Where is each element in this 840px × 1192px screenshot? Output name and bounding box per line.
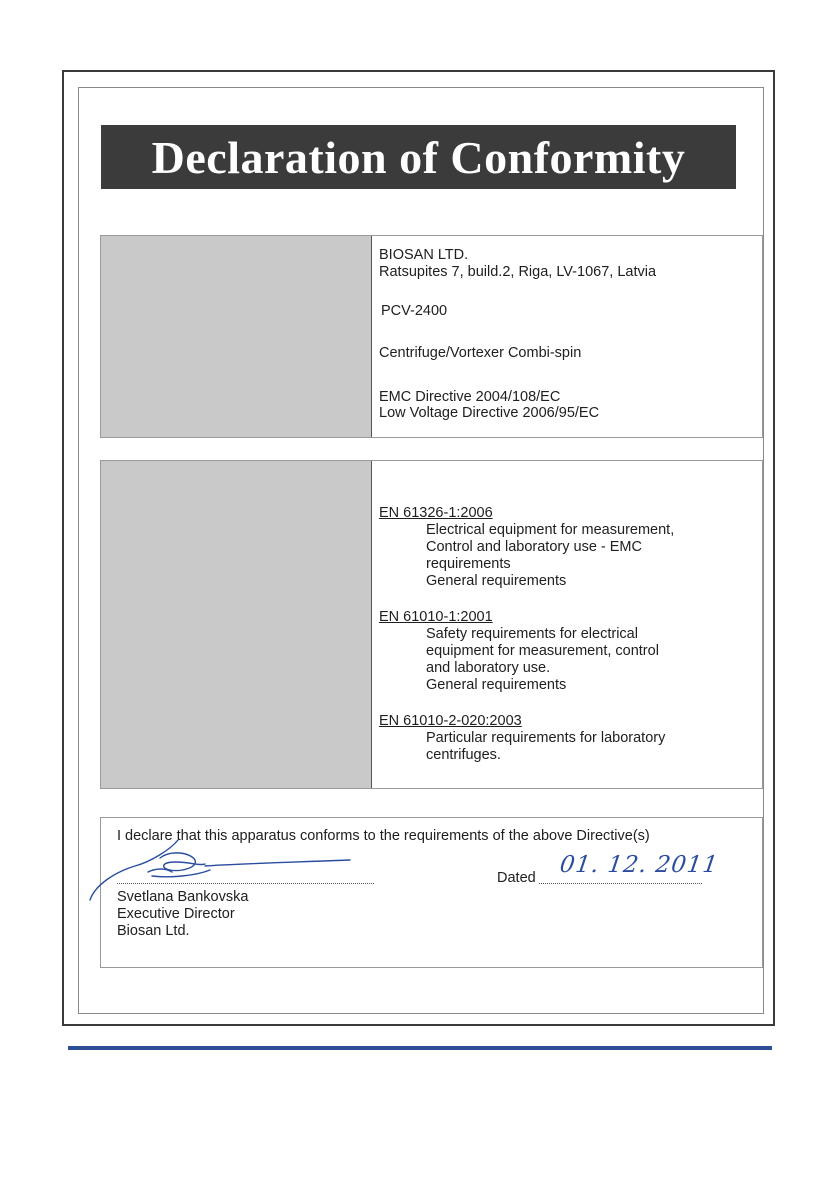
model-number: PCV-2400: [381, 303, 448, 319]
signer-company: Biosan Ltd.: [117, 923, 190, 939]
standard-code: EN 61326-1:2006: [379, 505, 493, 521]
standard-line: General requirements: [426, 573, 567, 589]
standard-line: requirements: [426, 556, 511, 572]
standard-line: Safety requirements for electrical: [426, 626, 638, 642]
standard-line: General requirements: [426, 677, 567, 693]
manufacturer-name: BIOSAN LTD.: [379, 247, 469, 263]
standard-line: centrifuges.: [426, 747, 501, 763]
manufacturer-address: Ratsupites 7, build.2, Riga, LV-1067, Latvia: [379, 264, 657, 280]
declaration-statement: I declare that this apparatus conforms to the requirements of the above Directive(s): [117, 828, 650, 844]
footer-rule: [68, 1046, 772, 1050]
document-title: Declaration of Conformity: [101, 125, 736, 189]
handwritten-date: 01. 12. 2011: [558, 852, 721, 878]
dated-label: Dated: [497, 870, 536, 886]
standard-line: equipment for measurement, control: [426, 643, 659, 659]
standard-code: EN 61010-2-020:2003: [379, 713, 522, 729]
directive-lvd: Low Voltage Directive 2006/95/EC: [379, 405, 600, 421]
standard-line: Control and laboratory use - EMC: [426, 539, 642, 555]
standard-line: Electrical equipment for measurement,: [426, 522, 675, 538]
signer-title: Executive Director: [117, 906, 235, 922]
standard-line: and laboratory use.: [426, 660, 551, 676]
standard-line: Particular requirements for laboratory: [426, 730, 666, 746]
product-name: Centrifuge/Vortexer Combi-spin: [379, 345, 582, 361]
signer-name: Svetlana Bankovska: [117, 889, 249, 905]
directive-emc: EMC Directive 2004/108/EC: [379, 389, 561, 405]
standard-code: EN 61010-1:2001: [379, 609, 493, 625]
